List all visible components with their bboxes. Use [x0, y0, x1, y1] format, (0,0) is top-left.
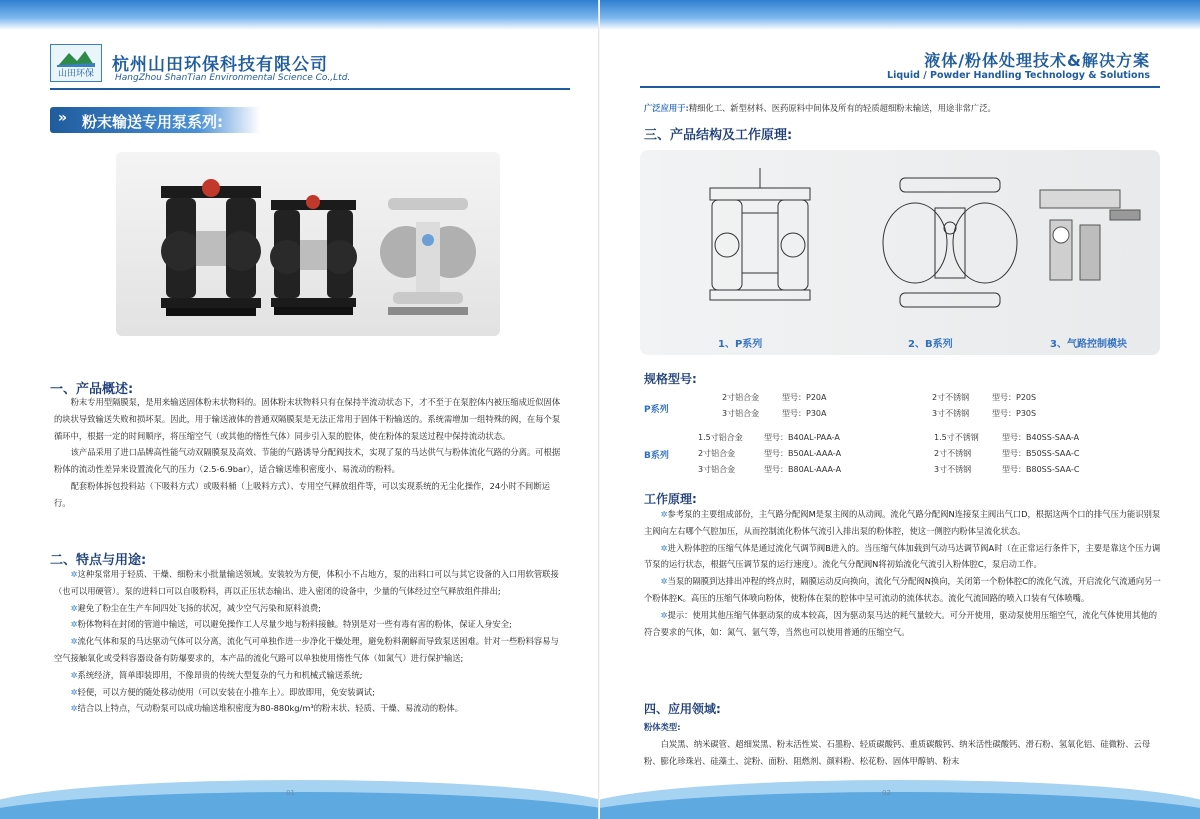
header-band	[600, 0, 1200, 30]
feature-item: ✲系统经济，简单即装即用，不像昂贵的传统大型复杂的气力和机械式输送系统;	[70, 669, 363, 680]
usage-label: 广泛应用于:	[644, 103, 689, 113]
bullet-icon: ✲	[70, 619, 78, 630]
series-banner-title: 粉末输送专用泵系列:	[82, 113, 223, 131]
company-name-en: HangZhou ShanTian Environmental Science Co.,Ltd.	[115, 73, 351, 83]
control-module-drawing	[1030, 180, 1150, 300]
header-rule	[640, 86, 1160, 88]
spec-row: 2寸铝合金 型号：B50AL-AAA-A 2寸不锈钢 型号：B50SS-SAA-C	[698, 449, 1080, 458]
spec-series-label: P系列	[644, 405, 669, 415]
spec-row: 2寸铝合金 型号：P20A 2寸不锈钢 型号：P20S	[722, 393, 1037, 402]
feature-item: ✲这种泵常用于轻质、干燥、细粉末小批量输送领域。安装较为方便，体积小不占地方，泵的出料口可以与其它设备的入口用软管联接（也可以用硬管）。泵的进料口可以自吸粉料，再以正压状态输出、进入密闭的设备中，少量的气体经过空气释放组件排出;	[54, 569, 559, 596]
header-rule	[50, 88, 570, 90]
overview-paragraph: 该产品采用了进口品牌高性能气动双隔膜泵及高效、节能的气路诱导分配阀技术，实现了泵的马达供气与粉体流化气路的分离。可根据粉体的流动性差异来设置流化气的压力（2.5-6.9bar），适合输送堆积密度小、易流动的粉料。	[54, 447, 561, 475]
feature-item: ✲避免了粉尘在生产车间四处飞扬的状况，减少空气污染和原料浪费;	[70, 602, 321, 613]
logo-text: 山田环保	[57, 69, 94, 79]
bullet-icon: ✲	[70, 602, 78, 613]
series-banner	[50, 107, 260, 133]
right-page	[600, 0, 1200, 819]
overview-text	[54, 394, 566, 512]
page-number: 02	[882, 789, 891, 797]
double-chevron-icon: »	[58, 110, 68, 126]
spec-row: 3寸铝合金 型号：P30A 3寸不锈钢 型号：P30S	[722, 409, 1037, 418]
brochure-title-en: Liquid / Powder Handling Technology & Solutions	[887, 70, 1150, 81]
work-paragraph: ✲参考泵的主要组成部份，主气路分配阀M是泵主阀的从动阀。流化气路分配阀N连接泵主阀出气口D，根据这两个口的排气压力能识别泵主阀向左右哪个气腔加压，从而控制流化粉体气流引入排出泵的粉体腔，使这一侧腔内粉体呈流化状态。	[644, 509, 1161, 536]
bullet-icon: ✲	[70, 669, 78, 680]
work-paragraph: ✲提示：使用其他压缩气体驱动泵的成本较高，因为驱动泵马达的耗气量较大。可分开使用，驱动泵使用压缩空气，流化气体使用其他的符合要求的气体，如：氮气、氩气等，当然也可以使用普通的压缩空气。	[644, 609, 1158, 637]
work-paragraph: ✲当泵的隔膜到达排出冲程的终点时，隔膜运动反向换向，流化气分配阀N换向，关闭第一个粉体腔C的流化气流，开启流化气流通向另一个粉体腔K。高压的压缩气体喷向粉体，使粉体在泵的腔体中呈可流动的流体状态。流化气流回路的喷入口装有气体喷嘴。	[644, 576, 1161, 603]
feature-item: ✲流化气体和泵的马达驱动气体可以分离，流化气可单独作进一步净化干燥处理，避免粉料潮解而导致泵送困难。针对一些粉料容易与空气接触氧化或受料容器设备有防爆要求的，本产品的流化气路可以单独使用惰性气体（如氮气）进行保护输送;	[54, 636, 559, 663]
powder-type-label: 粉体类型:	[644, 722, 681, 732]
company-logo	[50, 44, 102, 82]
features-text	[54, 566, 566, 717]
spec-row: 1.5寸铝合金 型号：B40AL-PAA-A 1.5寸不锈钢 型号：B40SS-SAA-A	[698, 433, 1080, 442]
diagram-caption-control: 3、气路控制模块	[1050, 339, 1127, 350]
powder-type-list: 白炭黑、纳米碳管、超细炭黑、粉末活性炭、石墨粉、轻质碳酸钙、重质碳酸钙、纳米活性碳酸钙、滑石粉、氢氧化铝、硅微粉、云母粉、膨化珍珠岩、硅藻土、淀粉、面粉、阻燃剂、颜料粉、松花粉、固体甲醇钠、粉末	[644, 739, 1151, 766]
overview-paragraph: 配套粉体拆包投料站（下吸料方式）或吸料桶（上吸料方式）、专用空气释放组件等，可以实现系统的无尘化操作，24小时不间断运行。	[54, 480, 550, 508]
spec-row: 3寸铝合金 型号：B80AL-AAA-A 3寸不锈钢 型号：B80SS-SAA-C	[698, 465, 1080, 474]
footer-wave	[0, 770, 600, 819]
work-paragraph: ✲进入粉体腔的压缩气体是通过流化气调节阀B进入的。当压缩气体加载到气动马达调节阀A时（在正常运行条件下，主要是靠这个压力调节泵的运行状态，根据气压调节泵的运行速度）。流化气分配阀N将初始流化气流引入粉体腔C，泵启动工作。	[644, 542, 1161, 570]
page-number: 01	[286, 789, 295, 797]
bullet-icon: ✲	[70, 569, 78, 579]
bullet-icon: ✲	[70, 686, 78, 697]
overview-paragraph: 粉末专用型隔膜泵，是用来输送固体粉末状物料的。固体粉末状物料只有在保持半流动状态下，才不至于在泵腔体内被压缩成近似固体的块状导致输送失败和损坏泵。因此，用于输送液体的普通双隔膜泵是无法正常用于固体干粉输送的。系统需增加一组特殊的阀，在每个泵循环中，根据一定的时间顺序，将压缩空气（或其他的惰性气体）同步引入泵的腔体，使在粉体的泵送过程中保持流动状态。	[54, 397, 561, 441]
usage-text: 精细化工、新型材料、医药原料中间体及所有的轻质超细粉末输送，用途非常广泛。	[688, 103, 996, 113]
section-title-overview: 一、产品概述:	[50, 382, 134, 397]
spec-title: 规格型号:	[644, 372, 697, 386]
structure-diagram	[640, 150, 1160, 355]
brochure-title-cn: 液体/粉体处理技术&解决方案	[924, 51, 1150, 70]
b-series-drawing	[880, 168, 1020, 318]
mountain-icon	[57, 49, 95, 67]
p-series-drawing	[700, 168, 820, 318]
footer-wave	[600, 770, 1200, 819]
feature-item: ✲粉体物料在封闭的管道中输送，可以避免操作工人尽量少地与粉料接触。特别是对一些有毒有害的粉体，保证人身安全;	[70, 619, 512, 630]
work-text	[644, 506, 1164, 640]
section-title-structure: 三、产品结构及工作原理:	[644, 128, 793, 143]
header-band	[0, 0, 600, 30]
feature-item: ✲轻便，可以方便的随处移动使用（可以安装在小推车上）。即放即用，免安装调试;	[70, 686, 375, 697]
diagram-caption-p: 1、P系列	[718, 339, 763, 350]
bullet-icon: ✲	[70, 703, 78, 714]
spec-series-label: B系列	[644, 451, 669, 461]
bullet-icon: ✲	[70, 636, 78, 647]
feature-item: ✲结合以上特点，气动粉泵可以成功输送堆积密度为80-880kg/m³的粉末状、轻质、干燥、易流动的粉体。	[70, 703, 464, 714]
section-title-applications: 四、应用领域:	[644, 702, 721, 716]
pump-image-black-small	[266, 192, 361, 322]
work-title: 工作原理:	[644, 492, 697, 506]
pump-image-stainless	[378, 192, 478, 327]
diagram-caption-b: 2、B系列	[908, 339, 953, 350]
pump-image-black-large	[156, 176, 266, 326]
usage-line	[644, 100, 1164, 117]
section-title-features: 二、特点与用途:	[50, 553, 147, 568]
company-name-cn: 杭州山田环保科技有限公司	[112, 55, 328, 75]
product-photo	[116, 152, 500, 336]
